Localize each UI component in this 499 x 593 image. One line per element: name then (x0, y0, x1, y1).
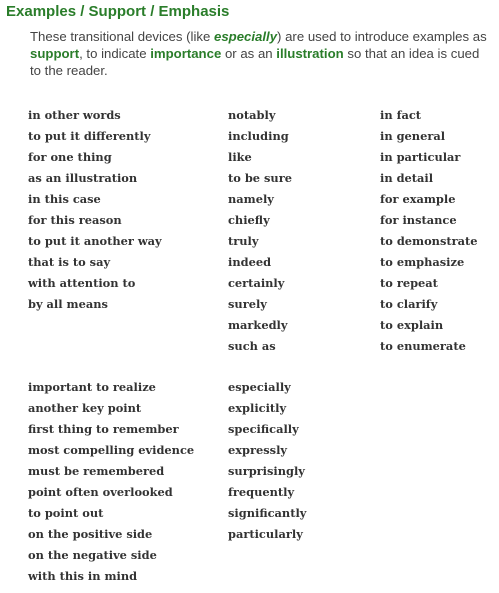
keyword-importance: importance (150, 46, 222, 61)
phrase-item: as an illustration (28, 171, 138, 185)
phrase-item: to repeat (380, 276, 438, 290)
phrase-item: must be remembered (28, 464, 165, 478)
phrase-item: in particular (380, 150, 461, 164)
phrase-item: especially (228, 380, 291, 394)
phrase-list-group1-col1 (28, 105, 162, 315)
phrase-item: chiefly (228, 213, 270, 227)
phrase-item: in detail (380, 171, 434, 185)
phrase-item: specifically (228, 422, 299, 436)
intro-text: so that an idea is cued to the reader. (30, 46, 480, 78)
page-title: Examples / Support / Emphasis (6, 3, 230, 20)
phrase-item: point often overlooked (28, 485, 173, 499)
phrase-item: important to realize (28, 380, 156, 394)
phrase-item: first thing to remember (28, 422, 179, 436)
keyword-especially: especially (213, 29, 278, 44)
phrase-item: explicitly (228, 401, 287, 415)
phrase-item: notably (228, 108, 276, 122)
phrase-list-group2-col2 (228, 377, 306, 545)
phrase-item: namely (228, 192, 274, 206)
phrase-item: to demonstrate (380, 234, 478, 248)
keyword-illustration: illustration (276, 46, 344, 61)
intro-paragraph (30, 28, 492, 79)
intro-text: These transitional devices (like (30, 29, 214, 44)
phrase-item: for this reason (28, 213, 122, 227)
phrase-item: for example (380, 192, 456, 206)
phrase-item: to emphasize (380, 255, 465, 269)
phrase-item: in fact (380, 108, 422, 122)
phrase-item: indeed (228, 255, 272, 269)
phrase-item: to put it another way (28, 234, 162, 248)
phrase-item: significantly (228, 506, 307, 520)
phrase-list-group2-col1 (28, 377, 194, 587)
phrase-item: in this case (28, 192, 101, 206)
phrase-item: surprisingly (228, 464, 305, 478)
phrase-item: by all means (28, 297, 108, 311)
phrase-item: certainly (228, 276, 285, 290)
phrase-item: to explain (380, 318, 444, 332)
phrase-list-group1-col2 (228, 105, 292, 357)
phrase-item: in other words (28, 108, 121, 122)
intro-text: or as an (221, 46, 277, 61)
phrase-item: expressly (228, 443, 288, 457)
phrase-item: to enumerate (380, 339, 466, 353)
phrase-list-group1-col3 (380, 105, 478, 357)
phrase-item: on the positive side (28, 527, 153, 541)
keyword-support: support (30, 46, 80, 61)
phrase-item: in general (380, 129, 446, 143)
intro-text: ) are used to introduce examples as (277, 29, 487, 44)
phrase-item: with this in mind (28, 569, 138, 583)
phrase-item: truly (228, 234, 259, 248)
phrase-item: surely (228, 297, 267, 311)
phrase-item: to clarify (380, 297, 438, 311)
phrase-item: frequently (228, 485, 295, 499)
phrase-item: on the negative side (28, 548, 157, 562)
phrase-item: to point out (28, 506, 104, 520)
phrase-item: that is to say (28, 255, 111, 269)
phrase-item: such as (228, 339, 276, 353)
phrase-item: to be sure (228, 171, 292, 185)
phrase-item: for instance (380, 213, 457, 227)
phrase-item: another key point (28, 401, 142, 415)
phrase-item: markedly (228, 318, 288, 332)
phrase-item: with attention to (28, 276, 136, 290)
phrase-item: like (228, 150, 252, 164)
phrase-item: including (228, 129, 289, 143)
phrase-item: for one thing (28, 150, 112, 164)
phrase-item: particularly (228, 527, 303, 541)
phrase-item: to put it differently (28, 129, 151, 143)
intro-text: , to indicate (79, 46, 151, 61)
phrase-item: most compelling evidence (28, 443, 195, 457)
